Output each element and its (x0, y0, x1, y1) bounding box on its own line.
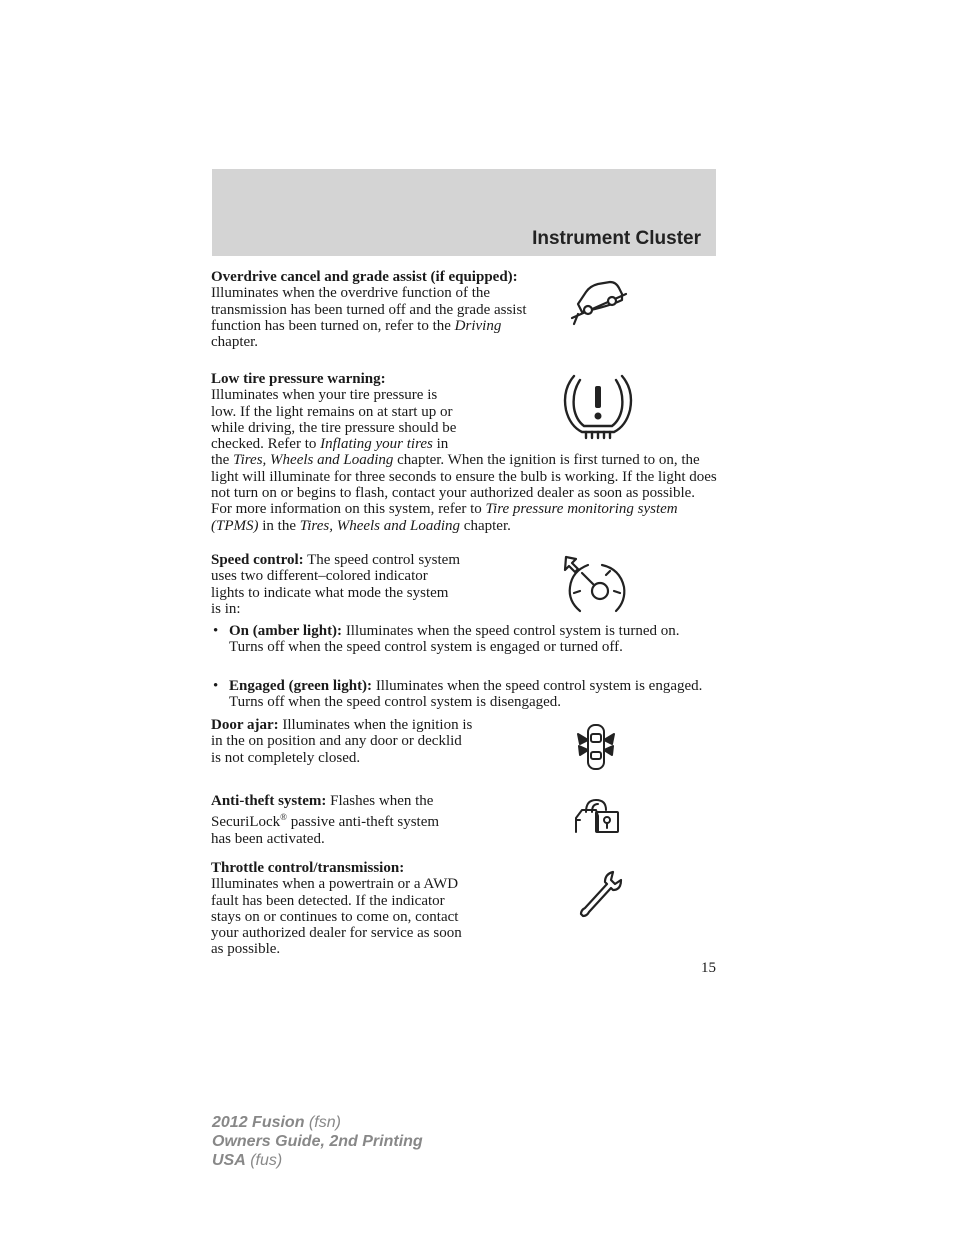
speed-control-paragraph: Speed control: The speed control system uses two different–colored indicator lights to indicate what mode the system is in: (211, 552, 460, 617)
tire-pressure-paragraph: Low tire pressure warning: Illuminates when your tire pressure is low. If the light remains on at start up or while driving, the tire pressure should be checked. Refer to Inflating your tires in the Tires, Wheels and Loading chapter. When the ignition is first turned to on, the light will illuminate for three seconds to ensure the bulb is working. If the light does not turn on or begins to flash, contact your authorized dealer as soon as possible. For more information on this system, refer to Tire pressure monitoring system (TPMS) in the Tires, Wheels and Loading chapter. (211, 371, 717, 534)
footer (212, 1113, 423, 1170)
overdrive-paragraph: Overdrive cancel and grade assist (if equipped): Illuminates when the overdrive function of the transmission has been turned off and the grade assist function has been turned on, refer to the Driving chapter. (211, 269, 527, 351)
speed-bullet-green: • Engaged (green light): Illuminates when the speed control system is engaged. Turns off when the speed control system is disengaged. (213, 678, 703, 711)
speed-bullet-amber-label: On (amber light): (229, 623, 343, 639)
door-ajar-paragraph: Door ajar: Illuminates when the ignition is in the on position and any door or decklid is not completely closed. (211, 717, 473, 766)
anti-theft-heading: Anti-theft system: (211, 793, 327, 809)
door-ajar-icon (574, 722, 618, 772)
footer-line-1: 2012 Fusion (fsn) (212, 1114, 341, 1131)
anti-theft-icon (572, 796, 622, 836)
speed-bullet-amber: • On (amber light): Illuminates when the speed control system is turned on. Turns off when the speed control system is engaged or turned off. (213, 623, 680, 656)
footer-line-2: Owners Guide, 2nd Printing (212, 1133, 423, 1150)
throttle-heading: Throttle control/transmission: (211, 860, 405, 876)
wrench-icon (575, 868, 623, 920)
footer-line-3: USA (fus) (212, 1152, 283, 1169)
overdrive-grade-icon (566, 274, 630, 326)
speed-control-icon (562, 553, 632, 617)
speed-bullet-green-label: Engaged (green light): (229, 678, 373, 694)
tire-pressure-heading: Low tire pressure warning: (211, 371, 386, 387)
chapter-header (212, 169, 716, 256)
speed-control-heading: Speed control: (211, 552, 304, 568)
page-number: 15 (701, 960, 716, 976)
chapter-title: Instrument Cluster (532, 228, 701, 249)
throttle-paragraph: Throttle control/transmission: Illuminates when a powertrain or a AWD fault has been detected. If the indicator stays on or continues to come on, contact your authorized dealer for service as soon as possible. (211, 860, 462, 958)
door-ajar-heading: Door ajar: (211, 717, 279, 733)
overdrive-heading: Overdrive cancel and grade assist (if equipped): (211, 269, 518, 285)
anti-theft-paragraph: Anti-theft system: Flashes when the SecuriLock® passive anti-theft system has been activated. (211, 793, 440, 847)
tire-pressure-icon (560, 372, 636, 440)
